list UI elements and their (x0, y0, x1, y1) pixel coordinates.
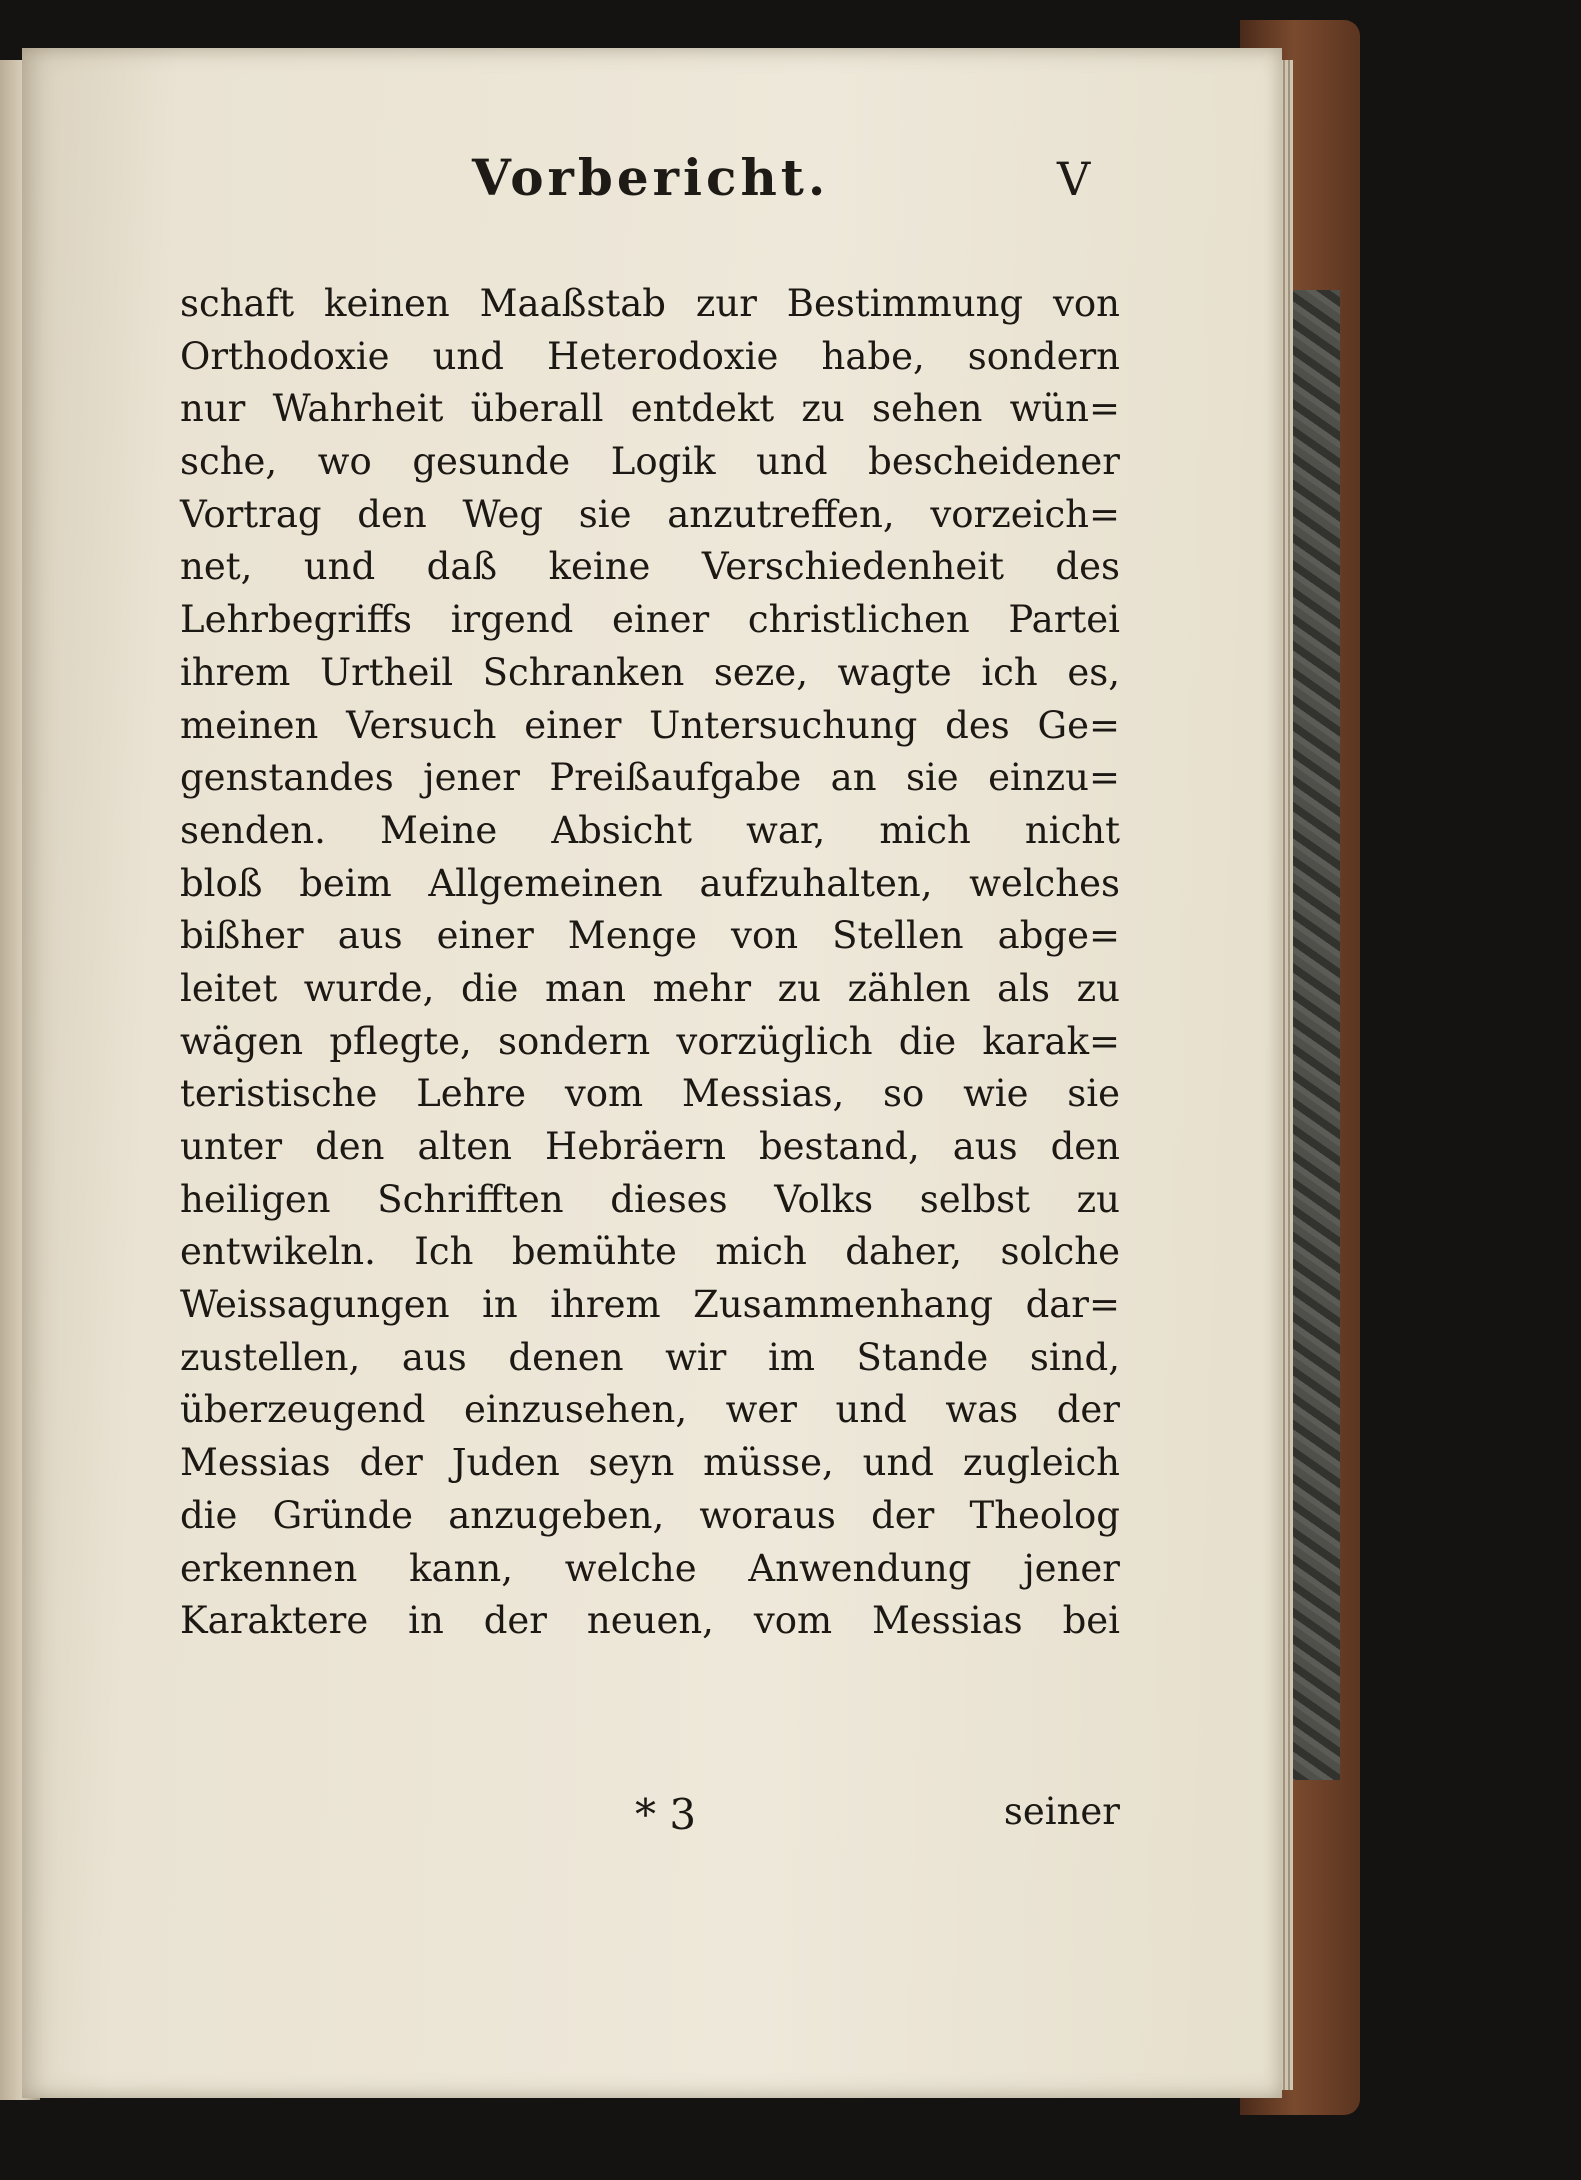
text-line: bloß beim Allgemeinen aufzuhalten, welches (180, 861, 1120, 905)
text-line: Messias der Juden seyn müsse, und zugleich (180, 1441, 1120, 1485)
text-line: unter den alten Hebräern bestand, aus den (180, 1125, 1120, 1168)
signature-mark: * 3 (635, 1790, 697, 1839)
text-line: nur Wahrheit überall entdekt zu sehen wün= (180, 387, 1120, 431)
text-line: teristische Lehre vom Messias, so wie sie (180, 1072, 1120, 1116)
text-line: schaft keinen Maaßstab zur Bestimmung von (180, 282, 1120, 325)
text-line: senden. Meine Absicht war, mich nicht (180, 808, 1120, 852)
text-line: leitet wurde, die man mehr zu zählen als zu (180, 966, 1120, 1010)
text-line: zustellen, aus denen wir im Stande sind, (180, 1335, 1120, 1379)
running-title: Vorbericht. (472, 148, 830, 207)
text-line: überzeugend einzusehen, wer und was der (180, 1388, 1120, 1432)
text-line: Vortrag den Weg sie anzutreffen, vorzeich= (180, 492, 1120, 536)
text-line: Weissagungen in ihrem Zusammenhang dar= (180, 1283, 1120, 1327)
footer-line (180, 1790, 1120, 1850)
text-line: bißher aus einer Menge von Stellen abge= (180, 914, 1120, 958)
text-line: genstandes jener Preißaufgabe an sie einzu= (180, 756, 1120, 800)
text-line: net, und daß keine Verschiedenheit des (180, 545, 1120, 589)
text-line: sche, wo gesunde Logik und bescheidener (180, 440, 1120, 484)
text-line: wägen pflegte, sondern vorzüglich die karak= (180, 1019, 1120, 1063)
text-line: Karaktere in der neuen, vom Messias bei (180, 1599, 1120, 1643)
page-header (22, 148, 1282, 238)
text-line: Orthodoxie und Heterodoxie habe, sondern (180, 334, 1120, 378)
text-line: ihrem Urtheil Schranken seze, wagte ich es, (180, 650, 1120, 694)
text-line: heiligen Schrifften dieses Volks selbst zu (180, 1177, 1120, 1221)
text-line: die Gründe anzugeben, woraus der Theolog (180, 1493, 1120, 1537)
text-line: erkennen kann, welche Anwendung jener (180, 1546, 1120, 1590)
page-number: V (1057, 152, 1091, 206)
body-text (180, 278, 1120, 1648)
marbled-endpaper (1285, 290, 1340, 1780)
catchword: seiner (1003, 1790, 1120, 1833)
book-page (22, 48, 1282, 2098)
text-line: entwikeln. Ich bemühte mich daher, solche (180, 1230, 1120, 1274)
text-line: meinen Versuch einer Untersuchung des Ge= (180, 703, 1120, 747)
text-line: Lehrbegriffs irgend einer christlichen Partei (180, 598, 1120, 642)
